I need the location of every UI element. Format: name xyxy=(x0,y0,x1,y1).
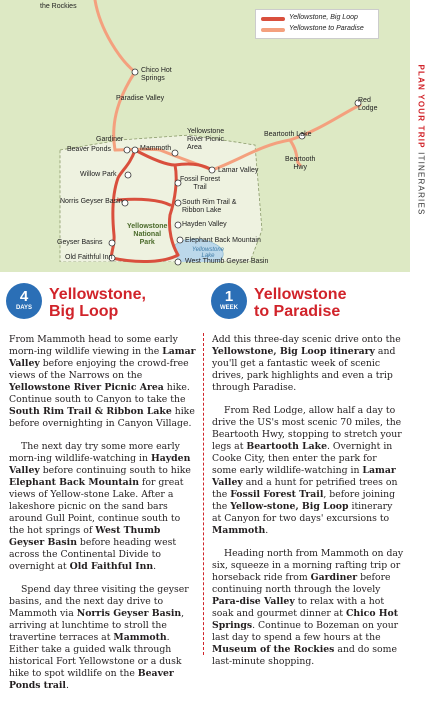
text-run: Heading north from Mammoth on day six, squeeze in a morning rafting trip or horseback ride from xyxy=(212,548,404,583)
left-paragraph xyxy=(9,334,198,430)
map-legend xyxy=(255,9,379,39)
bold-run: South Rim Trail & Ribbon Lake xyxy=(9,406,172,417)
right-paragraph xyxy=(212,548,404,668)
bold-run: Norris Geyser Basin xyxy=(76,608,182,619)
bold-run: Lamar Valley xyxy=(212,465,396,488)
sidebar-chapter: ITINERARIES xyxy=(416,152,426,216)
left-column xyxy=(9,334,198,703)
map-label-norris: Norris Geyser Basin xyxy=(60,198,123,205)
week-number: 1 xyxy=(224,288,234,305)
right-paragraph xyxy=(212,334,404,394)
right-title-line1: Yellowstone xyxy=(254,286,347,303)
map-label-beaver-ponds: Beaver Ponds xyxy=(67,146,111,153)
text-run: before continuing south to hike xyxy=(39,465,191,476)
map-label-fossil-forest: Fossil Forest Trail xyxy=(180,176,221,191)
text-run: to relax with a hot soak and gourmet dinner at xyxy=(212,596,385,619)
bold-run: Mammoth xyxy=(113,632,167,643)
map-label-mammoth: Mammoth xyxy=(140,145,172,152)
text-run: Add this three-day scenic drive onto the xyxy=(212,334,401,345)
map-label-lamar-valley: Lamar Valley xyxy=(218,167,259,174)
map-label-park: Yellowstone National Park xyxy=(127,223,168,246)
text-run: hike before overnighting in Canyon Village. xyxy=(9,406,195,429)
legend-swatch-big-loop xyxy=(261,17,285,21)
column-divider xyxy=(203,333,204,655)
bold-run: Beartooth Lake xyxy=(246,441,327,452)
text-run: , arriving at lunchtime to stroll the travertine terraces at xyxy=(9,608,185,643)
right-column xyxy=(212,334,404,679)
legend-big-loop: Yellowstone, Big Loop xyxy=(289,14,358,21)
text-run: . xyxy=(65,680,69,691)
text-run: From Red Lodge, allow half a day to drive the US's most scenic 70 miles, the Beartooth Hwy, stopping to stretch your legs at xyxy=(212,405,402,452)
bold-run: Lamar Valley xyxy=(9,346,196,369)
text-run: before enjoying the crowd-free views of the Narrows on the xyxy=(9,358,189,381)
map-label-beartooth-hwy: Beartooth Hwy xyxy=(285,156,316,171)
left-paragraph xyxy=(9,441,198,573)
text-run: . xyxy=(265,525,269,536)
text-run: The next day try some more early morn-ing wildlife-watching in xyxy=(9,441,180,464)
bold-run: Yellowstone River Picnic Area xyxy=(9,382,164,393)
bold-run: Gardiner xyxy=(310,572,358,583)
map-label-red-lodge: Red Lodge xyxy=(358,97,378,112)
right-paragraph xyxy=(212,405,404,537)
map-label-gardiner: Gardiner xyxy=(96,136,124,143)
map-label-beartooth-lake: Beartooth Lake xyxy=(264,131,312,138)
days-number: 4 xyxy=(19,288,29,305)
map-label-hayden: Hayden Valley xyxy=(182,221,227,228)
bold-run: Para-dise Valley xyxy=(212,596,295,607)
legend-swatch-paradise xyxy=(261,28,285,32)
map-label-geyser-basins: Geyser Basins xyxy=(57,239,103,246)
days-unit: DAYS xyxy=(15,305,33,311)
map-label-chico: Chico Hot Springs xyxy=(141,67,172,82)
bold-run: Yellowstone, Big Loop itinerary xyxy=(212,346,375,357)
bold-run: Museum of the Rockies xyxy=(212,644,335,655)
map-label-paradise-valley: Paradise Valley xyxy=(116,95,165,102)
right-title-line2: to Paradise xyxy=(254,303,341,320)
left-title-line2: Big Loop xyxy=(49,303,119,320)
text-run: and do some last-minute shopping. xyxy=(212,644,397,667)
left-title-line1: Yellowstone, xyxy=(49,286,146,303)
map-label-rockies: the Rockies xyxy=(40,3,77,10)
left-title xyxy=(49,286,146,320)
text-run: for great views of Yellow-stone Lake. After a lakeshore picnic on the sand bars around Gull Point, continue south to the hot springs of xyxy=(9,477,184,536)
week-unit: WEEK xyxy=(220,305,238,311)
map-label-west-thumb: West Thumb Geyser Basin xyxy=(185,258,269,265)
sidebar-text xyxy=(417,64,426,215)
bold-run: Yellow-stone, Big Loop xyxy=(230,501,349,512)
map-label-south-rim: South Rim Trail & Ribbon Lake xyxy=(182,199,237,214)
week-badge xyxy=(211,283,247,319)
text-run: Spend day three visiting the geyser basins, and the next day drive to Mammoth via xyxy=(9,584,189,619)
itinerary-map xyxy=(0,0,410,272)
bold-run: Hayden Valley xyxy=(9,453,191,476)
text-run: From Mammoth head to some early morn-ing wildlife viewing in the xyxy=(9,334,178,357)
map-label-lake: Yellowstone Lake xyxy=(192,247,225,259)
left-paragraph xyxy=(9,584,198,692)
right-title xyxy=(254,286,346,320)
text-run: itinerary at Canyon for two days' excursions to xyxy=(212,501,393,524)
bold-run: Old Faithful Inn xyxy=(69,561,154,572)
map-label-elephant: Elephant Back Mountain xyxy=(185,237,261,244)
map-label-old-faithful: Old Faithful Inn xyxy=(65,254,113,261)
bold-run: Mammoth xyxy=(212,525,266,536)
bold-run: Beaver Ponds trail xyxy=(9,668,174,691)
days-badge xyxy=(6,283,42,319)
bold-run: Fossil Forest Trail xyxy=(230,489,324,500)
text-run: . Continue to Bozeman on your last day to spend a few hours at the xyxy=(212,620,399,643)
bold-run: Elephant Back Mountain xyxy=(9,477,139,488)
text-run: . Either take a guided walk through historical Fort Yellowstone or a dusk hike to spot wildlife on the xyxy=(9,632,182,679)
map-label-picnic: Yellowstone River Picnic Area xyxy=(187,128,225,151)
bold-run: Chico Hot Springs xyxy=(212,608,399,631)
bold-run: West Thumb Geyser Basin xyxy=(9,525,161,548)
text-run: and you'll get a fantastic week of scenic drives, park highlights and even a trip through Paradise. xyxy=(212,346,396,393)
text-run: and a hunt for petrified trees on the xyxy=(212,477,398,500)
sidebar-section: PLAN YOUR TRIP xyxy=(416,64,426,149)
legend-paradise: Yellowstone to Paradise xyxy=(289,25,364,32)
text-run: . xyxy=(153,561,157,572)
text-run: hike. Continue south to Canyon to take the xyxy=(9,382,190,405)
text-run: before heading west across the Continental Divide to overnight at xyxy=(9,537,177,572)
text-run: before continuing north through the lovely xyxy=(212,572,391,595)
map-label-willow-park: Willow Park xyxy=(80,171,117,178)
section-sidebar xyxy=(410,0,432,330)
text-run: . Overnight in Cooke City, then enter the park for some early wildlife-watching in xyxy=(212,441,393,476)
text-run: , before joining the xyxy=(212,489,396,512)
